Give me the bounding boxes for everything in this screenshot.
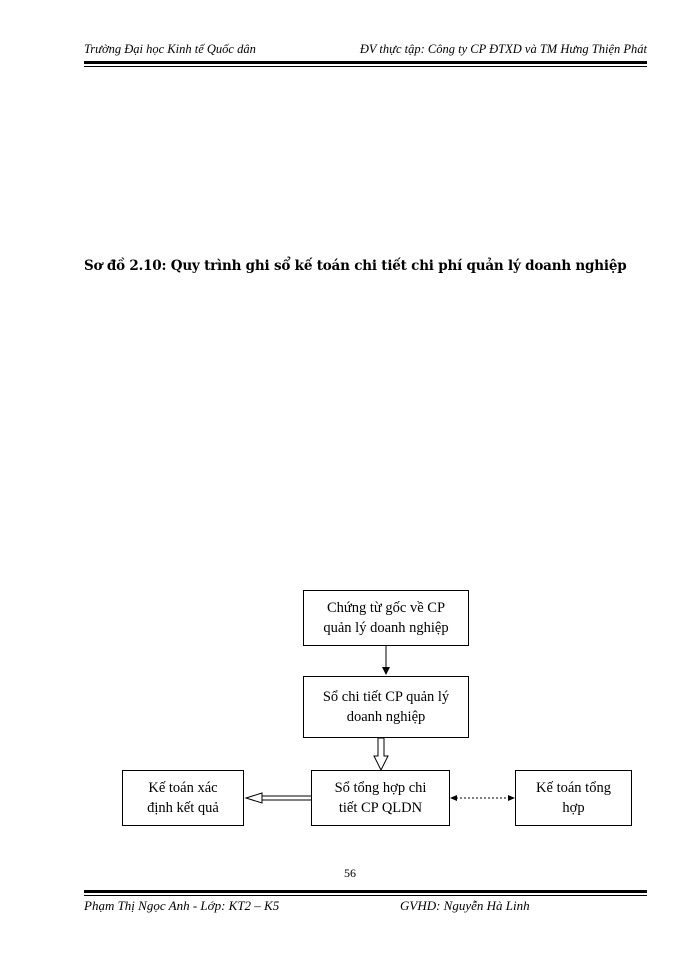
box-summary-line2: tiết CP QLDN [338, 800, 423, 816]
double-arrow-summary-to-result [246, 793, 311, 803]
page-footer [84, 898, 647, 920]
header-university: Trường Đại học Kinh tế Quốc dân [84, 42, 256, 56]
box-source-documents [303, 590, 469, 646]
header-rule-thin [84, 66, 647, 67]
box-source-line2: quản lý doanh nghiệp [323, 620, 449, 636]
box-result-line2: định kết quả [147, 800, 219, 816]
box-detail-ledger [303, 676, 469, 738]
dotted-bidirectional-arrow [450, 795, 515, 801]
footer-student: Phạm Thị Ngọc Anh - Lớp: KT2 – K5 [84, 898, 280, 913]
page-number: 56 [344, 866, 356, 880]
header-internship-unit: ĐV thực tập: Công ty CP ĐTXD và TM Hưng Thiện Phát [359, 42, 647, 56]
box-general-line1: Kế toán tổng [536, 780, 611, 796]
footer-rule-thin [84, 895, 647, 896]
box-detail-line2: doanh nghiệp [346, 709, 426, 725]
box-summary-ledger [311, 770, 450, 826]
box-general-accounting [515, 770, 632, 826]
footer-supervisor: GVHD: Nguyễn Hà Linh [400, 898, 530, 913]
box-detail-line1: Sổ chi tiết CP quản lý [322, 689, 450, 705]
box-source-line1: Chứng từ gốc về CP [326, 600, 446, 616]
box-summary-line1: Sổ tổng hợp chi [334, 780, 427, 796]
box-result-line1: Kế toán xác [148, 780, 218, 796]
box-result-accounting [122, 770, 244, 826]
diagram-title: Sơ đồ 2.10: Quy trình ghi sổ kế toán chi tiết chi phí quản lý doanh nghiệp [84, 258, 627, 274]
box-general-line2: hợp [562, 800, 585, 816]
header-rule-thick [84, 61, 647, 64]
footer-rule-thick [84, 890, 647, 893]
hollow-arrow-detail-to-summary [374, 738, 388, 770]
